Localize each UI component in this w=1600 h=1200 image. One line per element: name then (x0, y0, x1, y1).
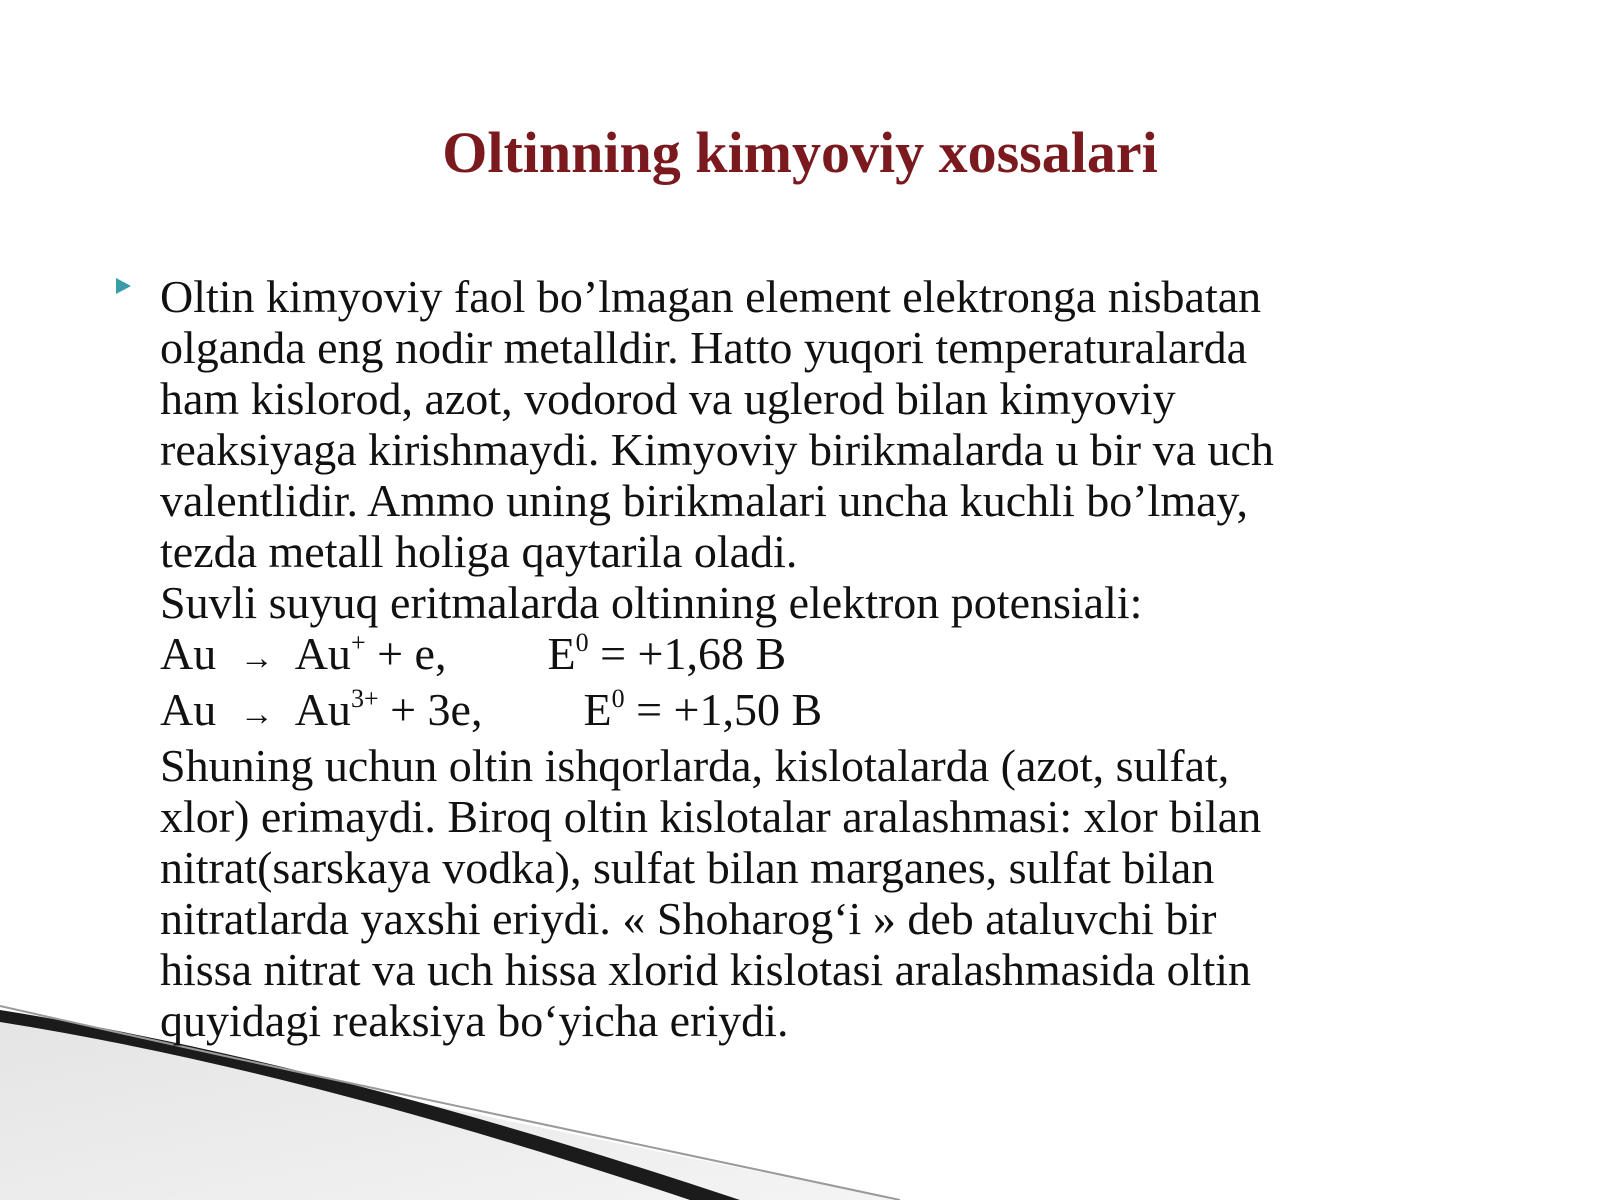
potential-value: = +1,50 B (624, 684, 823, 735)
paragraph-line: valentlidir. Ammo uning birikmalari uncha kuchli bo’lmay, (160, 475, 1249, 526)
paragraph-line: hissa nitrat va uch hissa xlorid kislotasi aralashmasida oltin (160, 944, 1252, 995)
paragraph-line: olganda eng nodir metalldir. Hatto yuqori temperaturalarda (160, 322, 1248, 373)
triangle-bullet-icon (116, 278, 131, 294)
reaction-arrow: → (239, 696, 274, 733)
paragraph-line: Shuning uchun oltin ishqorlarda, kislotalarda (azot, sulfat, (160, 740, 1230, 791)
equation-rest: + e, (365, 628, 447, 679)
reaction-arrow: → (239, 640, 274, 677)
paragraph-line: quyidagi reaksiya bo‘yicha eriydi. (160, 995, 789, 1046)
paragraph-line: Suvli suyuq eritmalarda oltinning elektron potensiali: (160, 577, 1143, 628)
paragraph-line: nitrat(sarskaya vodka), sulfat bilan marganes, sulfat bilan (160, 842, 1215, 893)
equation-lhs: Au (160, 684, 217, 735)
paragraph-line: ham kislorod, azot, vodorod va uglerod bilan kimyoviy (160, 373, 1176, 424)
body-text (160, 271, 1560, 1046)
paragraph-line: xlor) erimaydi. Biroq oltin kislotalar aralashmasi: xlor bilan (160, 791, 1262, 842)
potential-symbol: E (547, 628, 576, 679)
ion-charge: + (350, 628, 366, 657)
equation-1 (160, 628, 1560, 684)
paragraph-line: reaksiyaga kirishmaydi. Kimyoviy birikmalarda u bir va uch (160, 424, 1274, 475)
equation-product: Au (294, 684, 351, 735)
equation-2 (160, 684, 1560, 740)
potential-symbol: E (583, 684, 612, 735)
paragraph-line: tezda metall holiga qaytarila oladi. (160, 526, 798, 577)
equation-product: Au (294, 628, 351, 679)
potential-value: = +1,68 B (588, 628, 787, 679)
ion-charge: 3+ (350, 684, 379, 713)
slide-title: Oltinning kimyoviy xossalari (442, 120, 1158, 185)
potential-superscript: 0 (611, 684, 625, 713)
equation-rest: + 3e, (378, 684, 483, 735)
paragraph-line: Oltin kimyoviy faol bo’lmagan element elektronga nisbatan (160, 271, 1262, 322)
equation-lhs: Au (160, 628, 217, 679)
paragraph-line: nitratlarda yaxshi eriydi. « Shoharog‘i » deb ataluvchi bir (160, 893, 1217, 944)
potential-superscript: 0 (575, 628, 589, 657)
